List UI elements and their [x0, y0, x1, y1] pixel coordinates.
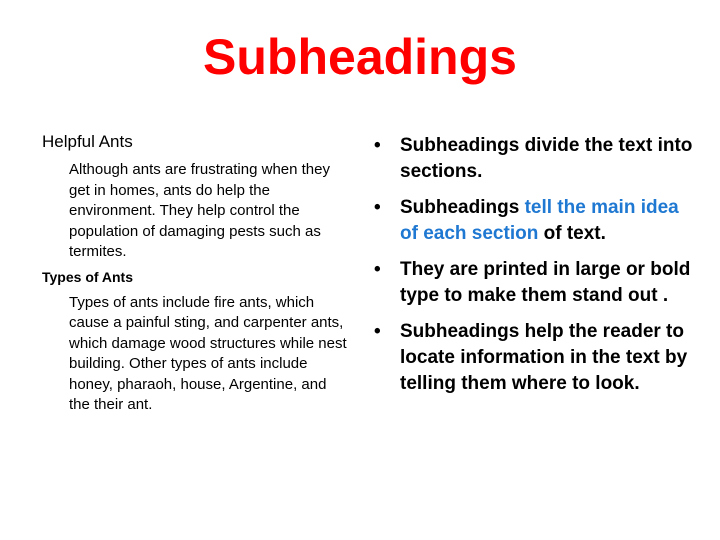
left-column	[42, 132, 362, 422]
bullet-text: Subheadings help the reader to locate information in the text by telling them where to look.	[400, 321, 688, 394]
bullet-list	[374, 133, 694, 397]
paragraph-helpful-ants: Although ants are frustrating when they get in homes, ants do help the environment. They help control the population of damaging pests such as termites.	[69, 161, 330, 260]
bullet-icon: •	[374, 259, 381, 280]
subheading-types-of-ants: Types of Ants	[42, 268, 134, 285]
bullet-item	[374, 195, 694, 247]
bullet-text-after: of text.	[538, 223, 606, 244]
bullet-text: Subheadings divide the text into sections.	[400, 135, 693, 182]
right-column	[374, 133, 694, 407]
bullet-icon: •	[374, 135, 381, 156]
bullet-icon: •	[374, 321, 381, 342]
bullet-text: They are printed in large or bold type to make them stand out .	[400, 259, 691, 306]
bullet-text-highlight: tell the main idea of each section	[400, 197, 679, 244]
bullet-icon: •	[374, 197, 381, 218]
bullet-item	[374, 257, 694, 309]
paragraph-types-of-ants: Types of ants include fire ants, which cause a painful sting, and carpenter ants, which damage wood structures while nest building. Other types of ants include honey, pharaoh, house, Argentine, and the their ant.	[69, 293, 347, 413]
slide-title: Subheadings	[203, 29, 517, 85]
bullet-text-before: Subheadings	[400, 197, 525, 218]
subheading-helpful-ants: Helpful Ants	[42, 132, 133, 151]
bullet-item	[374, 133, 694, 185]
bullet-item	[374, 319, 694, 397]
